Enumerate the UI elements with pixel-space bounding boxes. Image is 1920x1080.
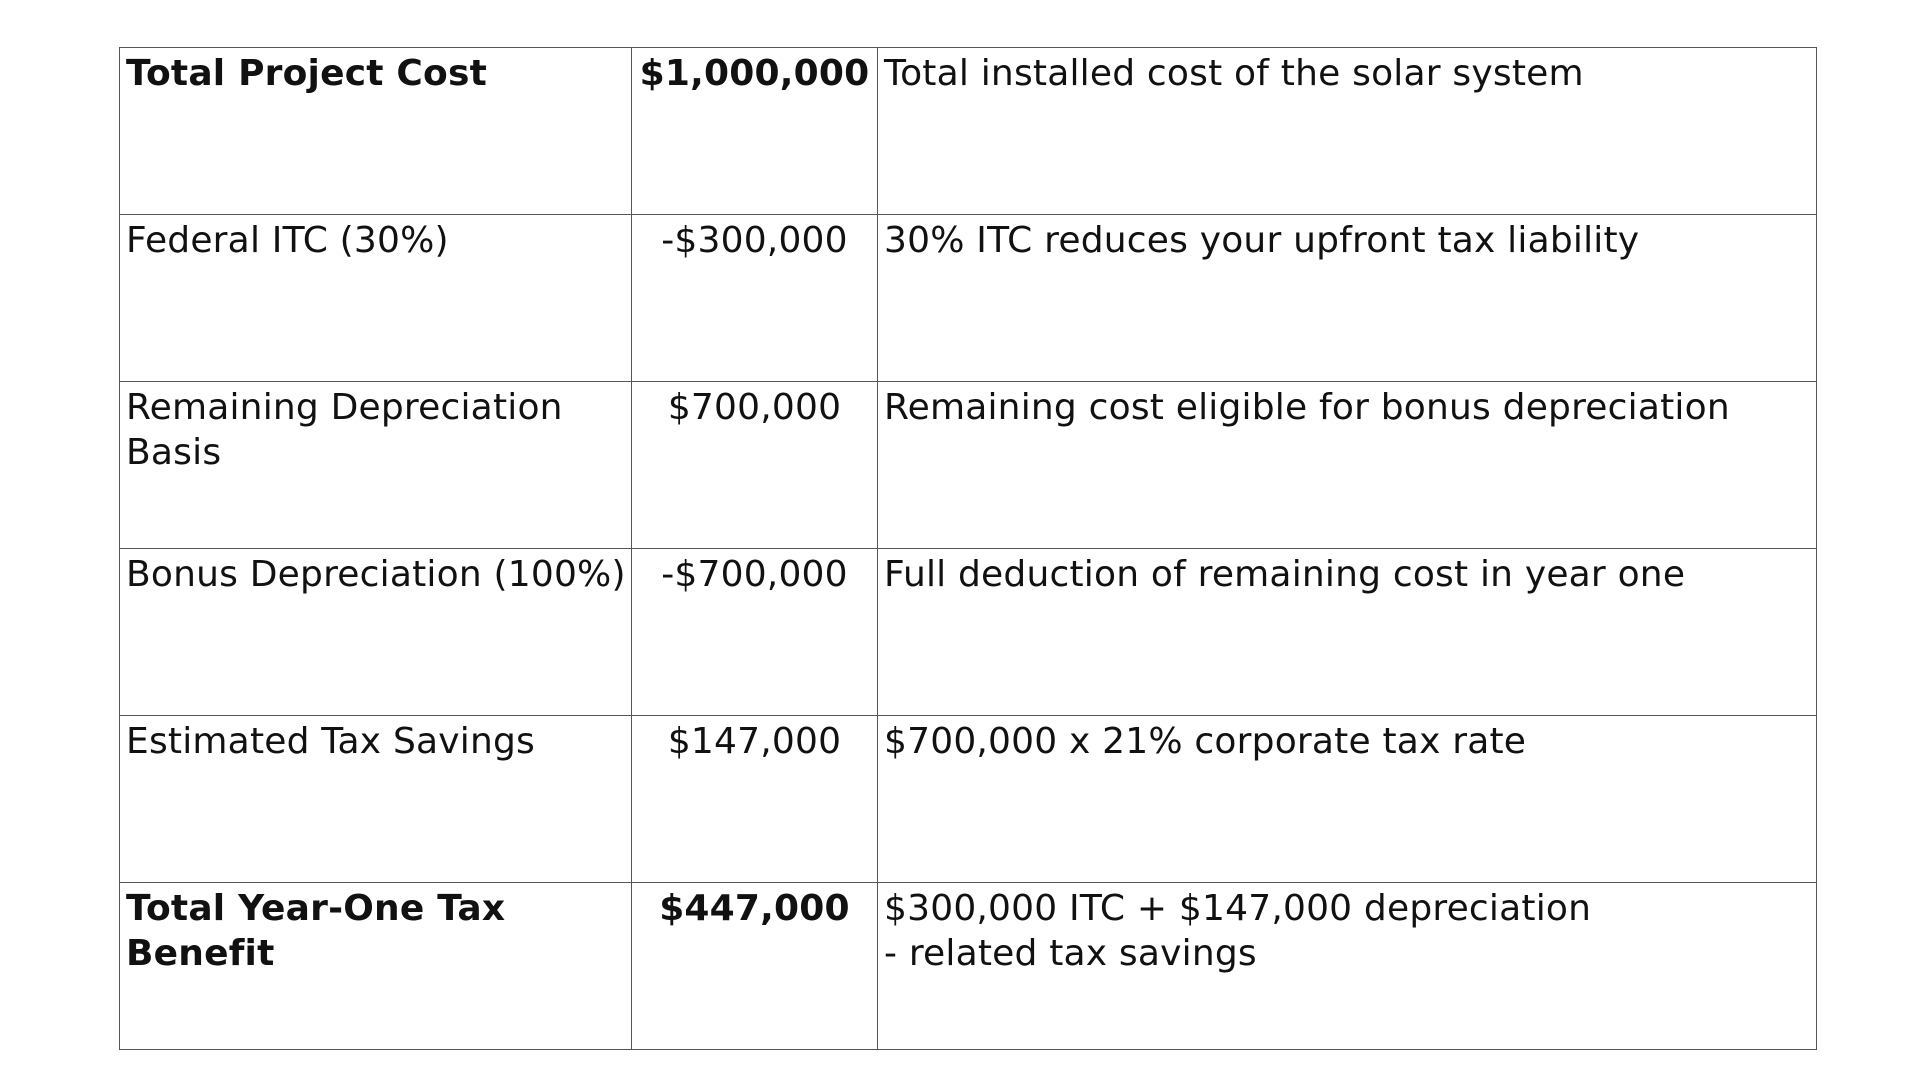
table-row-federal-itc — [120, 215, 1817, 382]
table-row-remaining-depreciation-basis — [120, 382, 1817, 549]
row-amount: -$700,000 — [632, 549, 878, 716]
row-description: Full deduction of remaining cost in year one — [878, 549, 1817, 716]
row-description: Total installed cost of the solar system — [878, 48, 1817, 215]
row-label: Federal ITC (30%) — [120, 215, 632, 382]
row-label: Total Project Cost — [120, 48, 632, 215]
row-amount: $447,000 — [632, 883, 878, 1050]
row-amount: -$300,000 — [632, 215, 878, 382]
row-description: $700,000 x 21% corporate tax rate — [878, 716, 1817, 883]
row-label: Remaining Depreciation Basis — [120, 382, 632, 549]
row-description: Remaining cost eligible for bonus depreciation — [878, 382, 1817, 549]
table-row-total-project-cost — [120, 48, 1817, 215]
row-description: 30% ITC reduces your upfront tax liability — [878, 215, 1817, 382]
tax-benefit-table — [119, 47, 1817, 1050]
row-description: $300,000 ITC + $147,000 depreciation - related tax savings — [878, 883, 1817, 1050]
row-label: Total Year-One Tax Benefit — [120, 883, 632, 1050]
row-amount: $700,000 — [632, 382, 878, 549]
row-amount: $1,000,000 — [632, 48, 878, 215]
row-amount: $147,000 — [632, 716, 878, 883]
table-row-total-year-one-benefit — [120, 883, 1817, 1050]
row-label: Bonus Depreciation (100%) — [120, 549, 632, 716]
table-row-bonus-depreciation — [120, 549, 1817, 716]
row-label: Estimated Tax Savings — [120, 716, 632, 883]
table-row-estimated-tax-savings — [120, 716, 1817, 883]
